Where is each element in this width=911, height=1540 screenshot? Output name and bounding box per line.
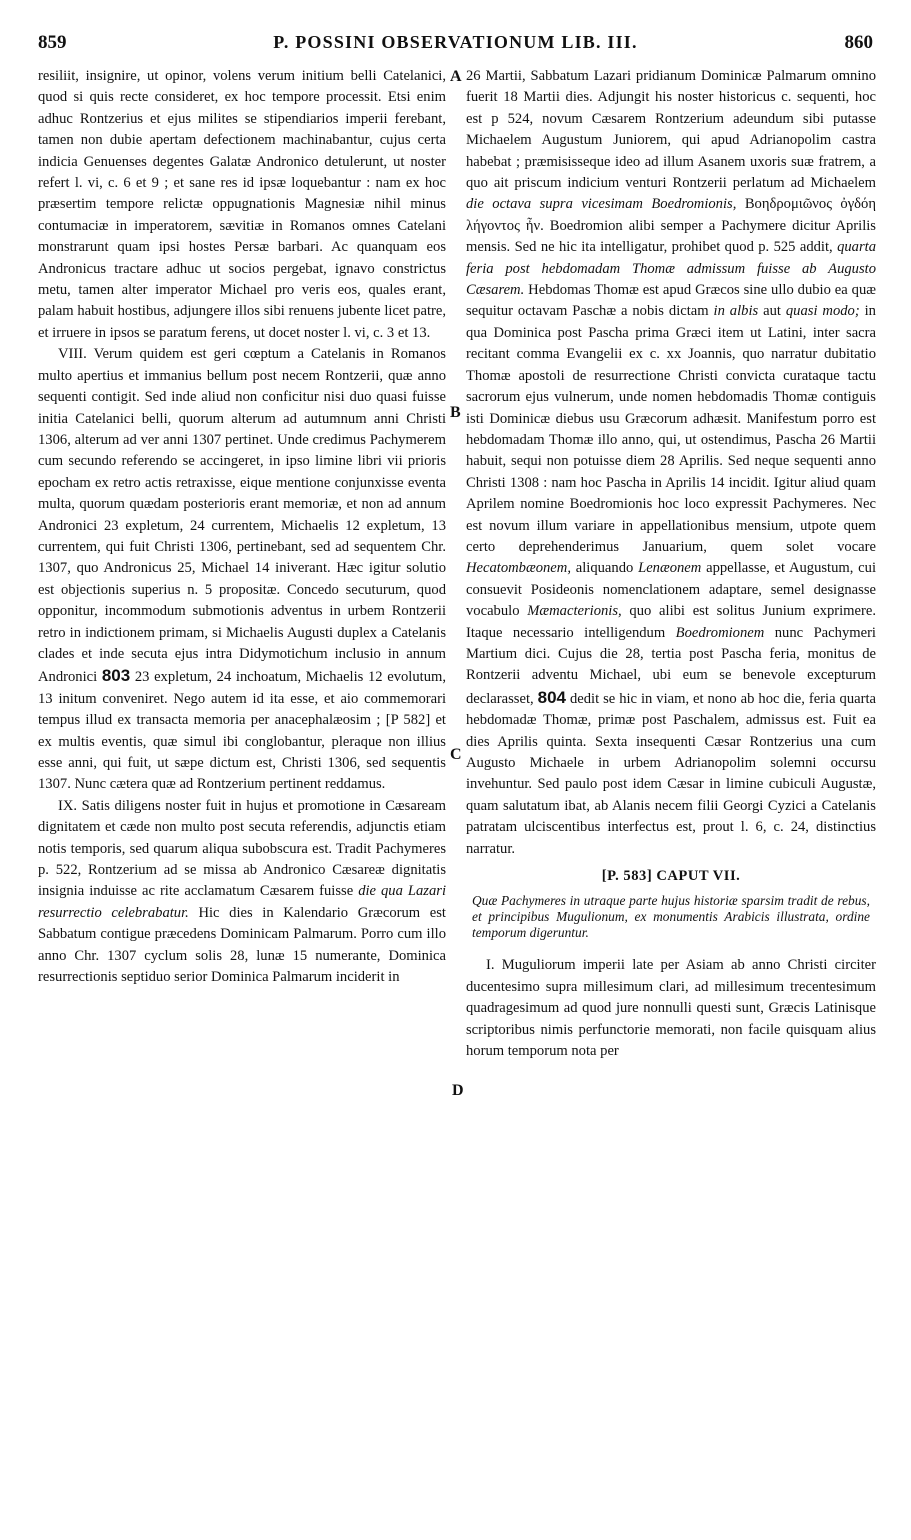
paragraph-continued-right	[466, 66, 876, 860]
paragraph-viii	[38, 344, 446, 796]
text-segment: 26 Martii, Sabbatum Lazari pridianum Dominicæ Palmarum omnino fuerit 18 Martii dies. Adjungit his noster historicus c. sequenti, hoc est p 524, novum Cæsarem Rontzerium adeundum sibi putasse Michaelem Augustum Juniorem, qui apud Adrianopolim castra habebat ; præmisisseque ideo ad illum Asanem uxoris suæ fratrem, a quo ait priscum indicium venturi Rontzerii perlatum ad Michaelem	[466, 68, 876, 192]
chapter-summary: Quæ Pachymeres in utraque parte hujus historiæ sparsim tradit de rebus, et principibus Mugulionum, ex monumentis Arabicis illustrata, ordine temporum digeruntur.	[472, 893, 870, 941]
text-segment: Boedromion alibi semper a Pachymere dicitur Aprilis mensis. Sed ne hic ita intelligatur, prohibet quod p. 525 addit,	[466, 217, 876, 256]
chapter-heading: [P. 583] CAPUT VII.	[601, 868, 741, 885]
right-column	[466, 66, 876, 1062]
italic-segment: die octava supra vicesimam Boedromionis,	[466, 196, 737, 213]
text-segment: Hebdomas Thomæ est apud Græcos sine ullo dubio ea quæ sequitur octavam Paschæ a nobis dictam	[466, 282, 877, 320]
page-number-left: 859	[38, 32, 67, 53]
paragraph-ix-text-end: Hic dies in Kalendario Græcorum est Sabbatum contigue præcedens Dominicam Palmarum. Porro cum illo anno Chr. 1307 cyclum solis 28, lunæ 15 numerante, Dominica resurrectionis septiduo serior Dominica Palmarum inciderit in	[38, 904, 446, 986]
page-number-right: 860	[844, 32, 873, 53]
margin-letter-c: C	[450, 746, 462, 763]
paragraph-viii-text-b: 23 expletum, 24 inchoatum, Michaelis 12 evolutum, 13 initum conveniret. Nego autem id ita esse, et aio commemorari tempus illud ex transacta memoria per anacephalæosim ; [P 582] et ex multis eventis, quæ simul ibi conglobantur, pleraque non illius esse anni, qui fuit, ut sæpe dictum est, Christi 1306, sed sequentis 1307. Nunc cætera quæ ad Rontzerium pertinent reddamus.	[38, 669, 446, 793]
folio-number-left: 803	[101, 666, 131, 686]
text-segment: aliquando	[575, 560, 634, 577]
italic-segment: quasi modo;	[785, 303, 860, 320]
text-segment: aut	[763, 303, 781, 320]
greek-quote: Βοηδρομιῶνος ὀγδόη λήγοντος ἦν.	[466, 196, 876, 234]
paragraph-viii-text-a: VIII. Verum quidem est geri cœptum a Catelanis in Romanos multo apertius et immanius bellum post necem Rontzerii, quæ anno sequenti contigit. Sed inde aliud non conficitur nisi duo quasi fuisse initia Catelanici belli, quorum alterum ad autumnum anni Christi 1306, alterum ad ver anni 1307 pertinet. Unde credimus Pachymerem cum secundo referendo se accingeret, in ipso limine libri vii prioris epocham ex retro actis retraxisse, eique mentione conjunxisse eventa multa, quorum quædam posterioris erant memoriæ, et non ad annum Andronici 23 expletum, 24 currentem, Michaelis 12 expletum, 13 currentem, qui fuit Christi 1306, pertinebant, sed ad sequentem Chr. 1307, quo Andronicus 25, Michael 14 iniverant. Hæc igitur solutio est objectionis superius n. 5 propositæ. Concedo secuturum, quod opponitur, incommodum submotionis adventus in urbem Rontzerii retro in indictionem primam, si Michaelis Augusti duplex a Catelanis clades et inde secuta ejus intra Didymotichum inclusio in annum Andronici	[38, 346, 446, 686]
text-segment: nunc Pachymeri Martium dici. Cujus die 28, tertia post Pascha feria, monitus de Rontzerii adventu Michael, ubi eum se benevole excepturum declarasset,	[466, 624, 876, 707]
running-header	[38, 32, 873, 58]
paragraph-ix-italic: die qua Lazari resurrectio celebrabatur.	[38, 883, 446, 921]
paragraph-continued: resiliit, insignire, ut opinor, volens verum initium belli Catelanici, quod si quis recte consideret, ex hoc tempore processit. Etsi enim adhuc Rontzerius et ejus milites se stipendiarios imperii ferebant, tamen non dubie apertam defectionem machinabantur, cujus certa indicia Genuenses degentes Galatæ Andronico detulerunt, ut noster refert l. vi, c. 6 et 9 ; et sane res id ipsæ loquebantur : nam ex hoc præsertim tempore relictæ oppugnationis Magnesiæ nihil minus contumaciæ in imperatorem, sævitiæ in Romanos omnes Catelani monstrarunt quam ipsi hostes Persæ barbari. Ac quanquam eos Andronicus tractare adhuc ut socios pergebat, ignavo constrictus metu, tamen alter imperator Michael pro veris eos, quales erant, palam habuit hostibus, adjungere illos sibi renuens jubente licet patre, et irruere in ipsos se paratum ferens, ut docet noster l. vi, c. 3 et 13.	[38, 68, 446, 341]
italic-segment: Mæmacterionis,	[527, 603, 622, 620]
running-title: P. POSSINI OBSERVATIONUM LIB. III.	[273, 32, 638, 52]
italic-segment: Lenæonem	[638, 560, 702, 577]
italic-segment: quarta feria post hebdomadam Thomæ admissum fuisse ab Augusto Cæsarem.	[466, 239, 876, 299]
italic-segment: Boedromionem	[675, 624, 765, 641]
text-segment: quo alibi est solitus Junium exprimere. Itaque necessario intelligendum	[466, 603, 876, 641]
text-segment: in qua Dominica post Pascha prima Græci item ut Latini, inter sacra recitant comma Evangelii ex c. xx Joannis, quo narratur dubitatio Thomæ apostoli de resurrectione Christi convicta curataque tactu sacrorum ejus vulnerum, unde nomen hebdomadis Thomæ contiguis isti Dominicæ diebus usu Græcorum adhæsit. Manifestum porro est hebdomadam Thomæ illo anno, qui, ut ostendimus, Pascha 26 Martii habuit, sequi non potuisse diem 28 Aprilis. Sed neque sequenti anno Christi 1308 : nam hoc Pascha in Aprilis 14 incidit. Igitur aliud quam Aprilem nomine Boedromionis hoc loco expressit Pachymeres. Nec est novum illum variare in appellationibus mensium, utpote quem certo deprehenderimus Januarium, quem solet vocare	[466, 303, 876, 555]
text-segment: dedit se hic in viam, et nono ab hoc die, feria quarta hebdomadæ Thomæ, primæ post Paschalem, admissus est. Fuit ea dies Aprilis quinta. Sexta insequenti Cæsar Rontzerius una cum Augusto Michaele in urbem Adrianopolim solemni occursu invehuntur. Sed paulo post idem Cæsar in limine cubiculi Augustæ, quam salutatum ibat, ab Alanis necem filii Georgi Cyzici a Catelanis patratam ulciscentibus interfectus est, prout l. 6, c. 24, distinctius narratur.	[466, 690, 876, 857]
margin-letter-d: D	[452, 1082, 464, 1099]
margin-letter-b: B	[450, 404, 461, 421]
paragraph-i: I. Muguliorum imperii late per Asiam ab anno Christi circiter ducentesimo supra millesimum clari, ad millesimum trecentesimum quadragesimum ad quod jure nonnulli questi sunt, Græcis Latinisque scriptoribus nimis perfunctorie memorati, non facile quisquam alius horum temporum nota per	[466, 957, 876, 1060]
italic-segment: in albis	[713, 303, 759, 320]
paragraph-ix-text: IX. Satis diligens noster fuit in hujus et promotione in Cæsaream dignitatem et cæde non multo post secuta referendis, adjunctis etiam notis temporis, sed quarum aliqua subobscura est. Tradit Pachymeres p. 522, Rontzerium ad se missa ab Andronico Cæsareæ dignitatis insignia induisse ac rite acclamatum Cæsarem fuisse	[38, 797, 446, 900]
margin-letter-a: A	[450, 68, 462, 85]
italic-segment: Hecatombæonem,	[466, 560, 571, 577]
text-segment: appellasse, et Augustum, cui consuevit Posideonis nomenclationem adaptare, semel designasse vocabulo	[466, 560, 876, 620]
folio-number-right: 804	[537, 687, 566, 707]
left-column	[38, 66, 446, 988]
paragraph-ix	[38, 796, 446, 989]
